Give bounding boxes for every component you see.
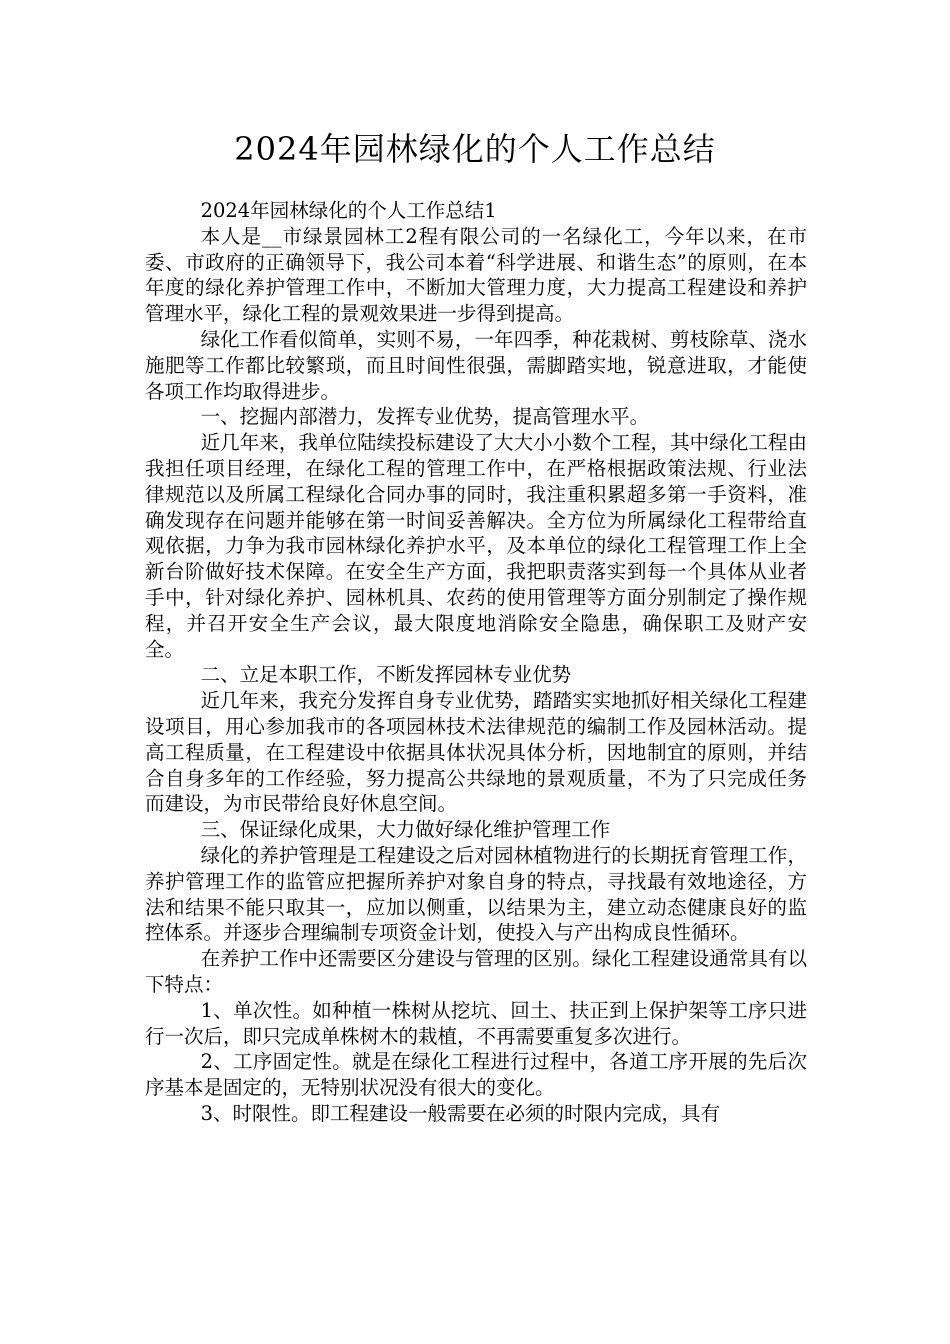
list-item: 3、时限性。即工程建设一般需要在必须的时限内完成，具有 bbox=[200, 1101, 720, 1125]
body-paragraph: 绿化的养护管理是工程建设之后对园林植物进行的长期抚育管理工作，养护管理工作的监管应把握所养护对象自身的特点，寻找最有效地途径，方法和结果不能只取其一，应加以侧重，以结果为主，建立动态健康良好的监控体系。并逐步合理编制专项资金计划，使投入与产出构成良性循环。 bbox=[145, 843, 807, 945]
document-title: 2024年园林绿化的个人工作总结 bbox=[234, 130, 716, 168]
body-paragraph: 绿化工作看似简单，实则不易，一年四季，种花栽树、剪枝除草、浇水施肥等工作都比较繁琐，而且时间性很强，需脚踏实地，锐意进取，才能使各项工作均取得进步。 bbox=[145, 327, 807, 403]
section-heading: 二、立足本职工作，不断发挥园林专业优势 bbox=[200, 663, 572, 687]
body-paragraph: 在养护工作中还需要区分建设与管理的区别。绿化工程建设通常具有以下特点： bbox=[145, 947, 807, 996]
body-paragraph: 本人是__市绿景园林工2程有限公司的一名绿化工，今年以来，在市委、市政府的正确领导下，我公司本着“科学进展、和谐生态”的原则，在本年度的绿化养护管理工作中，不断加大管理力度，大力提高工程建设和养护管理水平，绿化工程的景观效果进一步得到提高。 bbox=[145, 224, 807, 326]
list-item: 2、工序固定性。就是在绿化工程进行过程中，各道工序开展的先后次序基本是固定的，无特别状况没有很大的变化。 bbox=[145, 1050, 807, 1100]
subtitle-paragraph: 2024年园林绿化的个人工作总结1 bbox=[200, 199, 497, 222]
document-body bbox=[145, 198, 807, 1127]
body-paragraph: 近几年来，我单位陆续投标建设了大大小小数个工程，其中绿化工程由我担任项目经理，在绿化工程的管理工作中，在严格根据政策法规、行业法律规范以及所属工程绿化合同办事的同时，我注重积累超多第一手资料，准确发现存在问题并能够在第一时间妥善解决。全方位为所属绿化工程带给直观依据，力争为我市园林绿化养护水平，及本单位的绿化工程管理工作上全新台阶做好技术保障。在安全生产方面，我把职责落实到每一个具体从业者手中，针对绿化养护、园林机具、农药的使用管理等方面分别制定了操作规程，并召开安全生产会议，最大限度地消除安全隐患，确保职工及财产安全。 bbox=[145, 431, 807, 661]
section-heading: 三、保证绿化成果，大力做好绿化维护管理工作 bbox=[200, 818, 611, 842]
section-heading: 一、挖掘内部潜力，发挥专业优势，提高管理水平。 bbox=[200, 405, 650, 429]
body-paragraph: 近几年来，我充分发挥自身专业优势，踏踏实实地抓好相关绿化工程建设项目，用心参加我市的各项园林技术法律规范的编制工作及园林活动。提高工程质量，在工程建设中依据具体状况具体分析，因地制宜的原则，并结合自身多年的工作经验，努力提高公共绿地的景观质量，不为了只完成任务而建设，为市民带给良好休息空间。 bbox=[145, 689, 807, 816]
list-item: 1、单次性。如种植一株树从挖坑、回土、扶正到上保护架等工序只进行一次后，即只完成单株树木的栽植，不再需要重复多次进行。 bbox=[145, 998, 807, 1048]
